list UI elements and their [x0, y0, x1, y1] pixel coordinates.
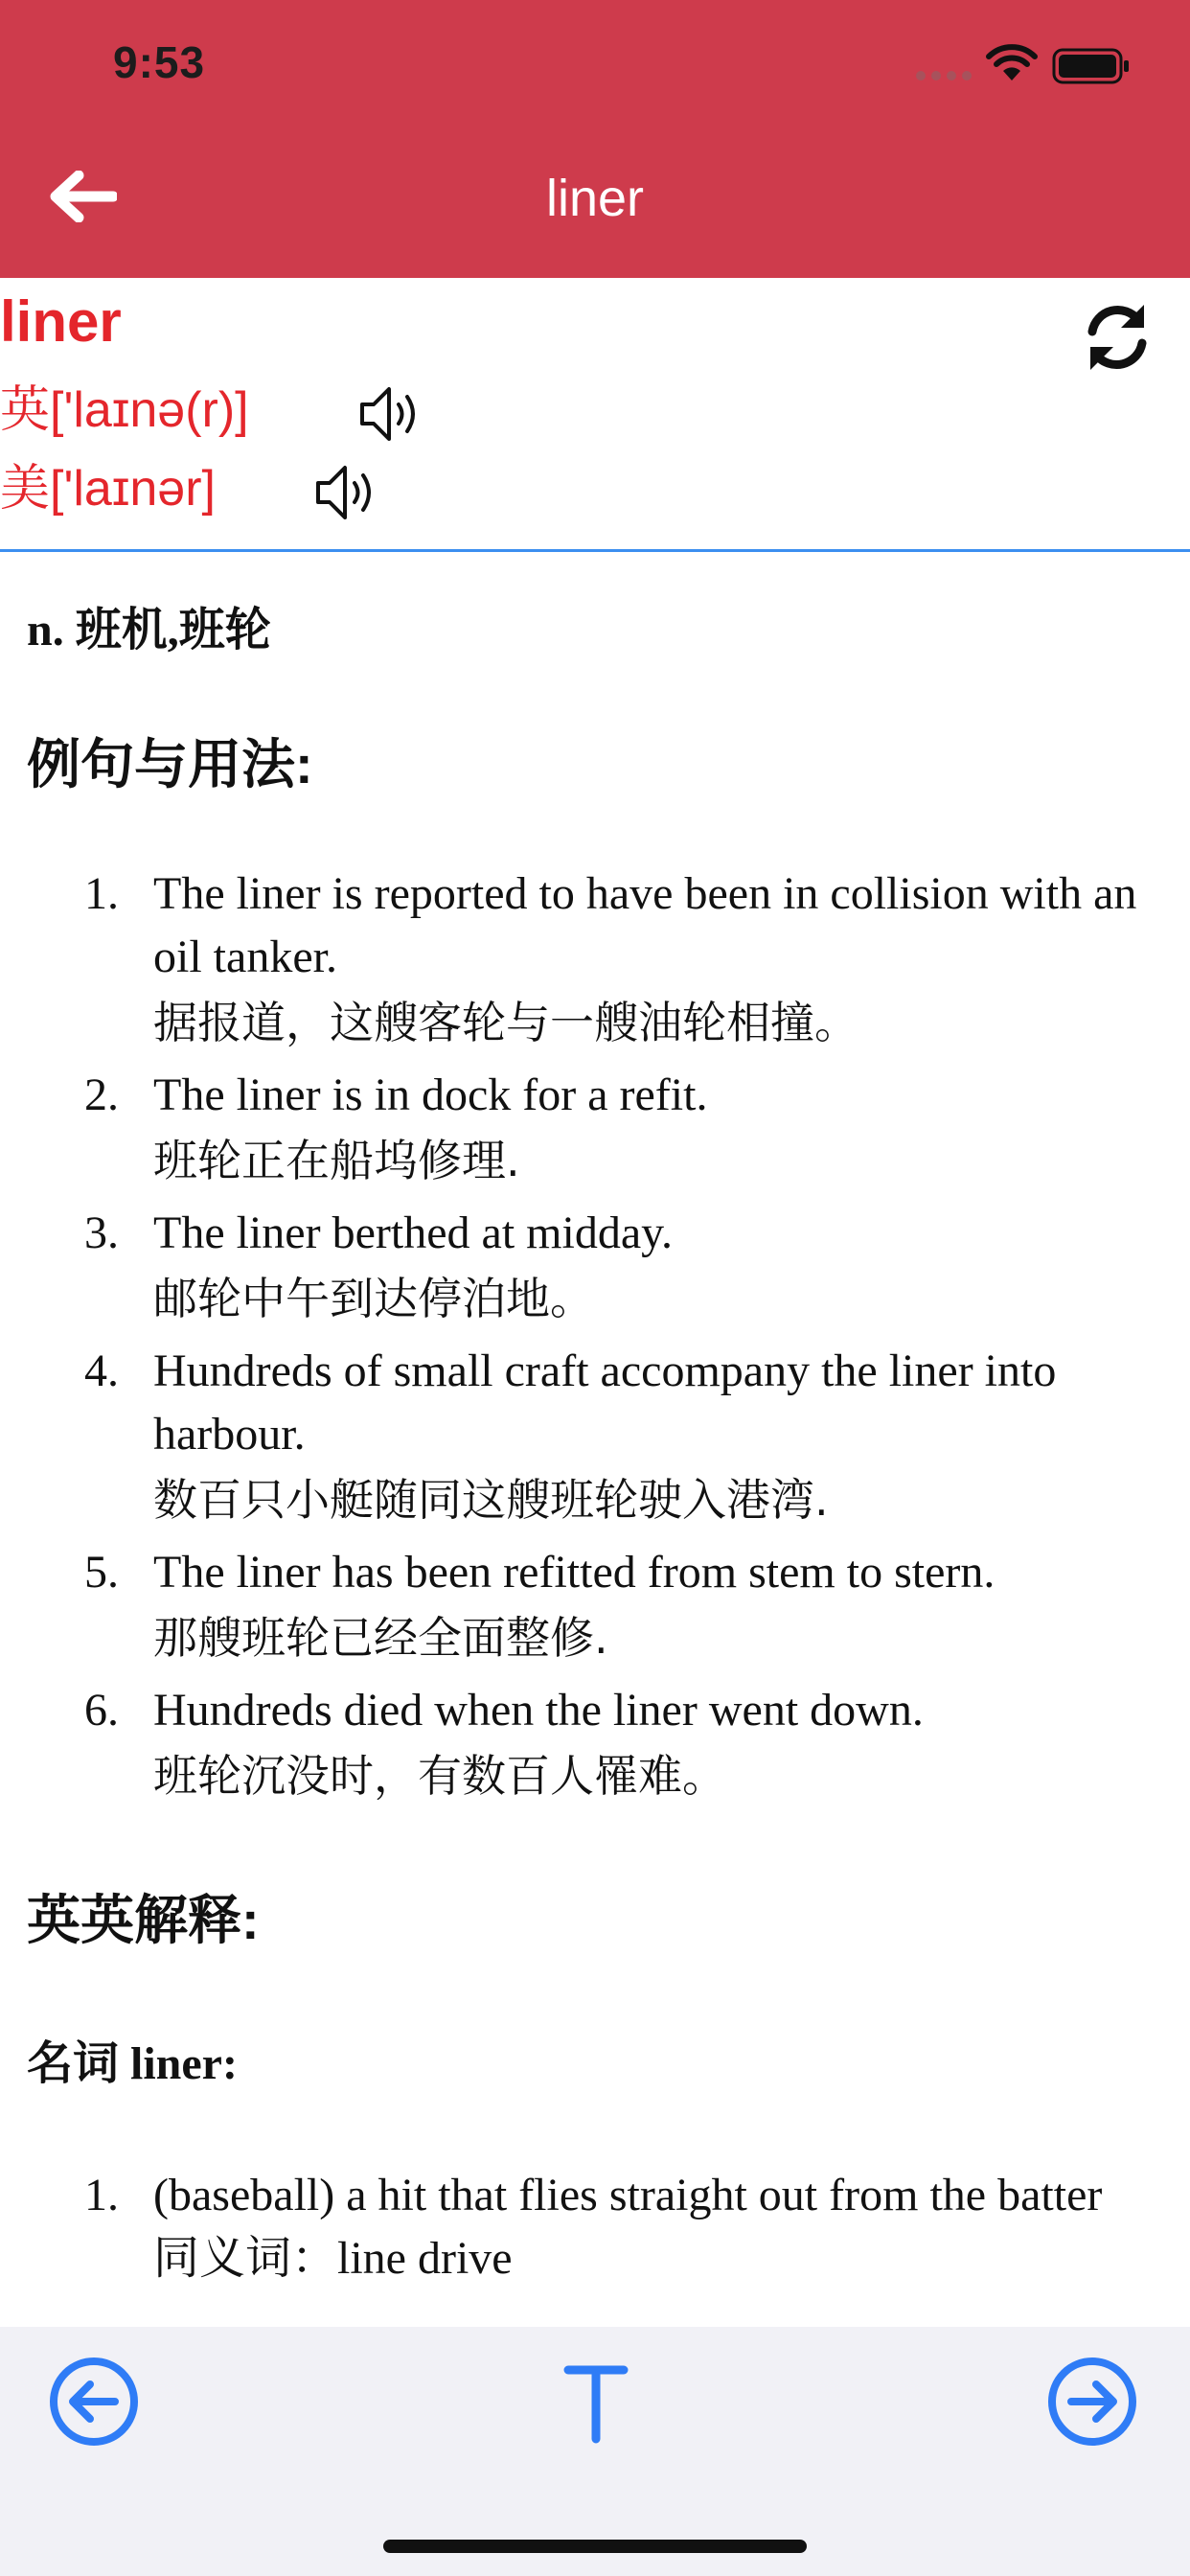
example-zh: 班轮沉没时，有数百人罹难。 [153, 1750, 726, 1802]
list-item [0, 862, 1190, 1056]
example-en: The liner is in dock for a refit. [153, 1070, 708, 1120]
item-number: 5. [84, 1547, 119, 1598]
example-zh: 据报道，这艘客轮与一艘油轮相撞。 [153, 997, 858, 1048]
list-item [0, 1202, 1190, 1332]
item-number: 1. [84, 2170, 119, 2220]
list-item [0, 2164, 1190, 2290]
list-item [0, 1679, 1190, 1809]
item-number: 3. [84, 1208, 119, 1258]
example-zh: 那艘班轮已经全面整修. [153, 1612, 608, 1664]
part-of-speech: n. 班机,班轮 [27, 605, 271, 656]
circle-arrow-right-icon [1046, 2356, 1138, 2448]
synonym-text: 同义词：line drive [153, 2233, 513, 2284]
english-definitions-heading: 英英解释: [27, 1890, 260, 1950]
word-summary [0, 278, 1190, 552]
uk-phonetic: 英['laɪnə(r)] [0, 382, 249, 438]
item-number: 4. [84, 1346, 119, 1396]
us-phonetic: 美['laɪnər] [0, 461, 216, 517]
refresh-button[interactable] [1077, 297, 1157, 382]
page-title: liner [545, 170, 645, 227]
example-en: Hundreds died when the liner went down. [153, 1685, 924, 1736]
list-item [0, 1064, 1190, 1194]
status-time: 9:53 [113, 37, 206, 87]
item-number: 1. [84, 868, 119, 919]
example-en: The liner has been refitted from stem to stern. [153, 1547, 995, 1598]
examples-list [0, 862, 1190, 1817]
list-item [0, 1340, 1190, 1533]
battery-icon [1052, 48, 1131, 84]
uk-pronunciation-button[interactable] [356, 381, 425, 451]
item-number: 6. [84, 1685, 119, 1736]
example-en: Hundreds of small craft accompany the liner into harbour. [153, 1346, 1057, 1460]
noun-label: 名词 liner: [27, 2038, 238, 2089]
definition-content [0, 554, 1190, 2327]
definition-text: (baseball) a hit that flies straight out from the batter [153, 2170, 1103, 2220]
home-indicator[interactable] [383, 2540, 807, 2553]
definitions-list [0, 2164, 1190, 2290]
next-word-button[interactable] [1044, 2354, 1140, 2450]
example-zh: 班轮正在船坞修理. [153, 1135, 520, 1186]
list-item [0, 1541, 1190, 1671]
bottom-toolbar [0, 2327, 1190, 2576]
navigation-header [0, 0, 1190, 278]
circle-arrow-left-icon [48, 2356, 140, 2448]
item-number: 2. [84, 1070, 119, 1120]
example-zh: 数百只小艇随同这艘班轮驶入港湾. [153, 1474, 829, 1526]
example-en: The liner berthed at midday. [153, 1208, 674, 1258]
example-zh: 邮轮中午到达停泊地。 [153, 1273, 594, 1324]
font-size-button[interactable] [548, 2354, 644, 2450]
text-size-icon [562, 2358, 629, 2445]
examples-heading: 例句与用法: [27, 734, 313, 794]
speaker-icon [356, 381, 425, 447]
headword: liner [0, 289, 122, 354]
refresh-icon [1077, 297, 1157, 378]
speaker-icon [312, 460, 381, 525]
example-en: The liner is reported to have been in collision with an oil tanker. [153, 868, 1137, 982]
wifi-icon [985, 44, 1039, 82]
previous-word-button[interactable] [46, 2354, 142, 2450]
cellular-signal-icon [916, 71, 972, 80]
us-pronunciation-button[interactable] [312, 460, 381, 530]
